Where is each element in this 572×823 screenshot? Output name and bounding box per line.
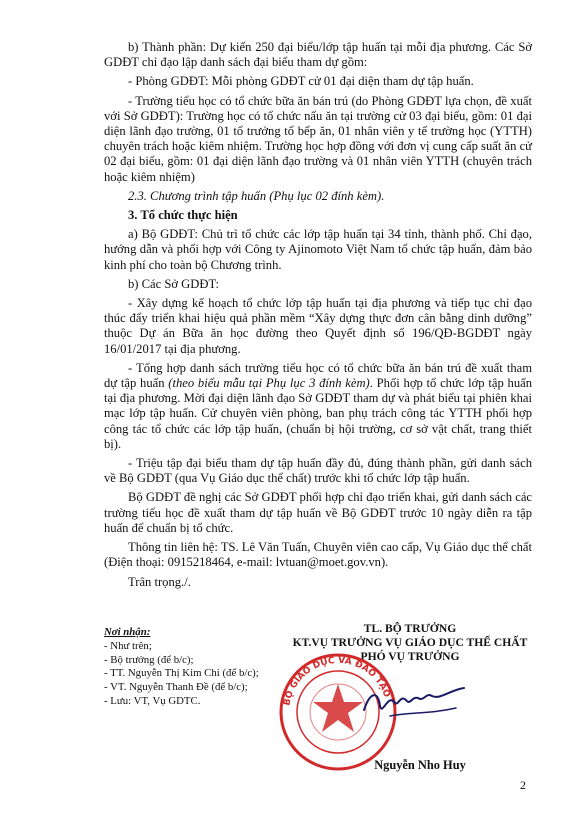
recipient-item: - Lưu: VT, Vụ GDTC.: [104, 694, 201, 707]
handwritten-signature: [360, 672, 470, 732]
seal-text: BỘ GIÁO DỤC VÀ ĐÀO TẠO: [282, 655, 392, 707]
signature-title-1: TL. BỘ TRƯỞNG: [363, 622, 457, 635]
paragraph: b) Thành phần: Dự kiến 250 đại biểu/lớp tập huấn tại mỗi địa phương. Các Sở GDĐT chỉ đạo lập danh sách đại biểu tham dự gồm:: [104, 40, 532, 70]
paragraph: Thông tin liên hệ: TS. Lê Văn Tuấn, Chuyên viên cao cấp, Vụ Giáo dục thể chất (Điện thoại: 0915218464, e-mail: lvtuan@moet.gov.vn).: [104, 540, 532, 570]
paragraph-italic-text: (theo biểu mẫu tại Phụ lục 3 đính kèm): [168, 376, 370, 391]
paragraph: Bộ GDĐT đề nghị các Sở GDĐT phối hợp chỉ đạo triển khai, gửi danh sách các trường tiểu học đề xuất tham dự tập huấn về Bộ GDĐT trước 10 ngày diễn ra tập huấn để chuẩn bị tổ chức.: [104, 490, 532, 535]
document-body: [104, 40, 532, 594]
paragraph: - Xây dựng kế hoạch tổ chức lớp tập huấn tại địa phương và tiếp tục chỉ đạo thúc đẩy triển khai hiệu quả phần mềm “Xây dựng thực đơn cân bằng dinh dưỡng” thuộc Dự án Bữa ăn học đường theo Quyết định số 196/QĐ-BGDĐT ngày 16/01/2017 tại địa phương.: [104, 296, 532, 356]
recipient-item: - Như trên;: [104, 639, 152, 652]
paragraph: - Phòng GDĐT: Mỗi phòng GDĐT cử 01 đại diện tham dự tập huấn.: [128, 74, 474, 89]
paragraph: - Triệu tập đại biểu tham dự tập huấn đầy đủ, đúng thành phần, gửi danh sách về Bộ GDĐT (qua Vụ Giáo dục thể chất) trước khi tổ chức lớp tập huấn.: [104, 456, 532, 486]
paragraph: 3. Tổ chức thực hiện: [128, 208, 238, 223]
recipients-title: Nơi nhận:: [104, 626, 151, 638]
signature-title-2: KT.VỤ TRƯỞNG VỤ GIÁO DỤC THỂ CHẤT: [292, 636, 528, 649]
paragraph: - Trường tiểu học có tổ chức bữa ăn bán trú (do Phòng GDĐT lựa chọn, đề xuất với Sở GDĐT): Trường học có tổ chức nấu ăn tại trường cử 03 đại biểu, gồm: 01 đại diện lãnh đạo trường, 01 tổ trưởng tổ bếp ăn, 01 nhân viên y tế trường học (YTTH) chuyên trách hoặc kiêm nhiệm. Trường học hợp đồng với đơn vị cung cấp suất ăn cử 02 đại biểu, gồm: 01 đại diện lãnh đạo trường và 01 nhân viên YTTH (chuyên trách hoặc kiêm nhiệm): [104, 93, 532, 184]
recipient-item: - VT. Nguyễn Thanh Đề (để b/c);: [104, 681, 248, 694]
signature-title-3: PHÓ VỤ TRƯỞNG: [360, 650, 460, 663]
paragraph: b) Các Sở GDĐT:: [128, 276, 220, 291]
paragraph: a) Bộ GDĐT: Chủ trì tổ chức các lớp tập huấn tại 34 tỉnh, thành phố. Chỉ đạo, hướng dẫn và phối hợp với Công ty Ajinomoto Việt Nam tổ chức tập huấn, đảm bảo kinh phí cho toàn bộ Chương trình.: [104, 227, 532, 272]
page-number: 2: [520, 778, 526, 792]
paragraph-text: - Tổng hợp danh sách trường tiểu học có tổ chức bữa ăn bán trú đề xuất tham dự tập huấn: [104, 360, 532, 391]
paragraph: [104, 361, 532, 452]
signer-name: Nguyễn Nho Huy: [374, 758, 466, 772]
recipients-block: [104, 626, 294, 709]
paragraph: Trân trọng./.: [128, 574, 191, 589]
paragraph: 2.3. Chương trình tập huấn (Phụ lục 02 đính kèm).: [128, 188, 385, 203]
recipient-item: - TT. Nguyễn Thị Kim Chi (để b/c);: [104, 667, 259, 680]
paragraph-text: . Phối hợp tổ chức lớp tập huấn tại địa phương. Mời đại diện lãnh đạo Sở GDĐT tham dự và phát biểu tại phiên khai mạc lớp tập huấn. Cử chuyên viên phòng, ban phụ trách công tác YTTH phối hợp công tác tổ chức các lớp tập huấn, (chuẩn bị hội trường, cơ sở vật chất, trang thiết bị).: [104, 376, 532, 451]
recipient-item: - Bộ trưởng (để b/c);: [104, 653, 194, 666]
